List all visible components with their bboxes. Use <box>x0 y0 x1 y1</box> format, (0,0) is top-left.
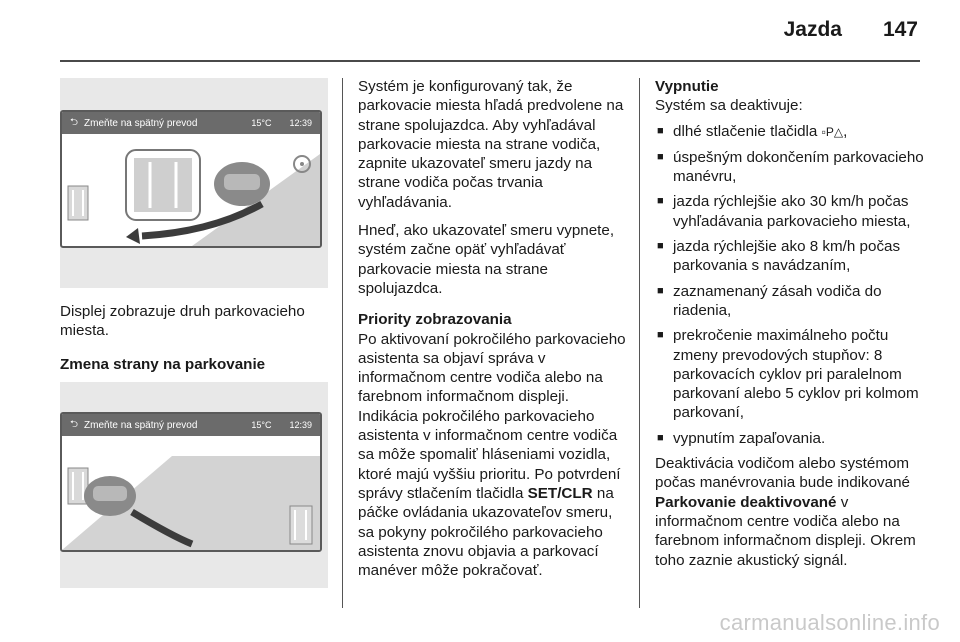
back-arrow-icon: ⮌ <box>70 116 79 128</box>
back-arrow-icon: ⮌ <box>70 418 79 430</box>
paragraph-priority <box>358 330 630 581</box>
list-item: ■ vypnutím zapaľovania. <box>655 429 925 448</box>
page-number: 147 <box>882 18 918 41</box>
parking-bay-icon <box>290 506 312 544</box>
deactivation-list <box>655 122 925 448</box>
column-divider <box>639 78 640 608</box>
display-time: 12:39 <box>289 118 312 128</box>
list-item-text: dlhé stlačenie tlačidla <box>673 122 818 140</box>
list-item: ■ dlhé stlačenie tlačidla ▫P△, <box>655 122 925 142</box>
section-heading-deactivation: Vypnutie <box>655 78 719 95</box>
paragraph-priority-text: Po aktivovaní pokročilého parkovacieho asistenta sa objaví správa v informačnom centre vodiča alebo na farebnom informačnom displeji. Indikácia pokročilého parkovacieho asistenta v informačnom centre vodiča sa môže spomaliť hláseniami vozidla, ktoré majú vyššiu prioritu. Po potvrdení správy stlačením tlačidla <box>358 330 626 502</box>
figure-side-change <box>60 382 328 588</box>
park-assist-button-icon: ▫P△ <box>821 124 844 139</box>
display-status-bar <box>62 112 320 134</box>
watermark: carmanualsonline.info <box>719 610 940 635</box>
middle-column <box>358 77 630 589</box>
display-message: Zmeňte na spätný prevod <box>84 419 198 431</box>
arrow-head-icon <box>126 228 140 244</box>
car-icon <box>84 476 136 516</box>
parking-illustration <box>62 134 320 246</box>
parking-illustration <box>62 436 320 550</box>
button-name-set-clr: SET/CLR <box>527 484 593 502</box>
car-icon <box>214 162 270 206</box>
column-divider <box>342 78 343 608</box>
figure-caption: Displej zobrazuje druh parkovacieho miesta. <box>60 303 305 340</box>
figure-parking-space-type <box>60 78 328 288</box>
section-heading-priority: Priority zobrazovania <box>358 311 512 329</box>
paragraph-driver-deactivation-text-end: v informačnom centre vodiča alebo na farebnom informačnom displeji. Okrem toho zaznie akustický signál. <box>655 493 916 569</box>
paragraph-indicator-off: Hneď, ako ukazovateľ smeru vypnete, systém začne opäť vyhľadávať parkovacie miesta na strane spolujazdca. <box>358 222 615 297</box>
paragraph-configuration: Systém je konfigurovaný tak, že parkovacie miesta hľadá predvolene na strane spolujazdca. Aby vyhľadával parkovacie miesta na strane vodiča, zapnite ukazovateľ smeru jazdy na strane vodiča počas trvania vyhľadávania. <box>358 78 624 211</box>
paragraph-driver-deactivation-text: Deaktivácia vodičom alebo systémom počas manévrovania bude indikované <box>655 455 910 492</box>
deactivation-intro: Systém sa deaktivuje: <box>655 97 803 115</box>
section-heading-side-change: Zmena strany na parkovanie <box>60 355 266 373</box>
paragraph-priority-text-end: na páčke ovládania ukazovateľov smeru, sa pokyny pokročilého parkovacieho asistenta znovu objavia a parkovací manéver môže pokračovať. <box>358 484 614 580</box>
parking-bay-icon <box>68 186 88 220</box>
list-item: ■ jazda rýchlejšie ako 30 km/h počas vyhľadávania parkovacieho miesta, <box>655 192 925 231</box>
display-screen <box>60 110 322 248</box>
display-status-bar <box>62 414 320 436</box>
paragraph-driver-deactivation <box>655 454 925 570</box>
list-item: ■ zaznamenaný zásah vodiča do riadenia, <box>655 282 925 321</box>
message-parking-deactivated: Parkovanie deaktivované <box>655 493 837 511</box>
list-item: ■ úspešným dokončením parkovacieho manévru, <box>655 148 925 187</box>
list-item: ■ prekročenie maximálneho počtu zmeny prevodových stupňov: 8 parkovacích cyklov pri paralelnom parkovaní alebo 5 cyklov pri kolmom parkovaní, <box>655 326 925 422</box>
display-screen <box>60 412 322 552</box>
list-item: ■ jazda rýchlejšie ako 8 km/h počas parkovania s navádzaním, <box>655 237 925 276</box>
chapter-title: Jazda <box>783 18 842 41</box>
display-temperature: 15°C <box>251 420 272 430</box>
display-temperature: 15°C <box>251 118 272 128</box>
display-message: Zmeňte na spätný prevod <box>84 117 198 129</box>
display-time: 12:39 <box>289 420 312 430</box>
left-column <box>60 302 330 383</box>
right-column <box>655 77 925 579</box>
zoom-parking-bay-icon <box>126 150 200 220</box>
header-rule <box>60 60 920 62</box>
